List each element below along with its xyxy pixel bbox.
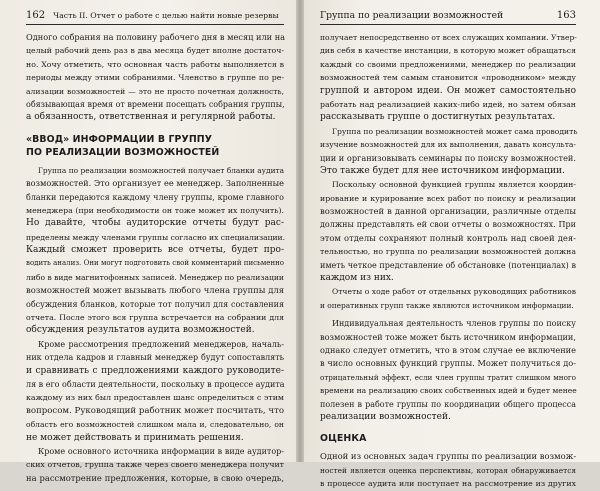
text-line: возможностей тем самым становится «проводником» между: [320, 73, 576, 83]
text-line: обсуждения результатов аудита возможностей.: [26, 325, 255, 336]
text-line: отчета. После этого вся группа встречается на собрании для: [26, 313, 284, 323]
text-line: либо в виде магнитофонных записей. Менеджер по реализации: [26, 272, 284, 282]
text-line: ля в его области деятельности, поскольку в процессе аудита: [26, 379, 285, 389]
text-line: див себя в качестве инстанции, в которую может обращаться: [320, 46, 576, 56]
right-page: [304, 0, 600, 489]
left-paragraph-4: [26, 445, 284, 485]
left-paragraph-1: [26, 31, 284, 125]
text-line: рассказывать группе о достигнутых результатах.: [320, 112, 556, 123]
text-line: водить анализ. Они могут подготовить свой комментарий письменно: [26, 259, 284, 268]
right-paragraph-5: [320, 317, 576, 424]
text-line: ностей является оценка перспективы, которая обнаруживается: [320, 465, 576, 475]
text-line: в процессе аудита или поступает на рассмотрение из других: [320, 479, 576, 489]
text-line: тельностью, но группа по реализации возможностей должна: [320, 247, 576, 257]
text-line: однако следует отметить, что в этом случае ее включение: [320, 344, 576, 355]
text-line: Кроме основного источника информации в виде аудитор-: [38, 446, 284, 456]
text-line: изучение возможностей для их выполнения, давать консульта-: [320, 140, 576, 150]
left-section-heading: [26, 133, 284, 159]
text-line: а обязанность, ответственная и регулярной работы.: [26, 112, 276, 123]
text-line: пределены между членами группы согласно их специализации.: [26, 232, 286, 242]
text-line: каждый со своими предложениями, менеджер по реализации: [320, 59, 576, 69]
right-paragraph-6: [320, 450, 576, 490]
text-line: Но давайте, чтобы аудиторские отчеты будут рас-: [26, 218, 284, 229]
text-line: но. Хочу отметить, что основная часть работы выполняется в: [26, 59, 284, 69]
text-line: Это также будет для нее источником информации.: [320, 165, 565, 176]
right-running-head: [320, 10, 576, 25]
text-line: отрицательный эффект, если член группы тратит слишком много: [320, 372, 576, 382]
text-line: получает непосредственно от всех служащих компании. Утвер-: [320, 33, 577, 42]
right-paragraph-4: [320, 285, 576, 312]
page-number-left: 162: [26, 10, 46, 21]
right-running-title: Группа по реализации возможностей: [320, 10, 504, 21]
text-line: ализации возможностей — это не просто почетная должность,: [26, 86, 284, 96]
text-line: периоды между этими собраниями. Членство в группе по ре-: [26, 73, 284, 83]
text-line: возможностей тоже может быть источником информации,: [320, 331, 576, 342]
book-gutter: [296, 0, 304, 462]
text-line: полезен в работе группы по координации общего процесса: [320, 399, 576, 409]
text-line: Одной из основных задач группы по реализации возмож-: [320, 451, 577, 462]
text-line: ских отчетов, группа также через своего менеджера получит: [26, 460, 284, 470]
heading-line: ПО РЕАЛИЗАЦИИ ВОЗМОЖНОСТЕЙ: [26, 146, 220, 158]
text-line: Каждый сможет проверить все отчеты, будет про-: [26, 245, 284, 256]
text-line: Группа по реализации возможностей может сама проводить: [332, 126, 578, 136]
text-line: на рассмотрение предложения, которые, в свою очередь,: [26, 472, 284, 483]
text-line: ции и организовывать семинары по поиску возможностей.: [320, 152, 576, 163]
text-line: работать над реализацией каких-либо идей, но затем обязан: [320, 99, 576, 109]
text-line: целый рабочий день раз в два месяца будет вполне достаточ-: [26, 46, 284, 56]
text-line: бланки передаются каждому члену группы, кроме главного: [26, 192, 284, 202]
text-line: менеджера (при необходимости он тоже может их получить).: [26, 205, 284, 215]
right-paragraph-3: [320, 178, 576, 285]
text-line: иметь четкое представление об обстановке (потенциалах) в: [320, 260, 576, 270]
page-number-right: 163: [556, 10, 576, 21]
text-line: группой и автором идеи. Он может самостоятельно: [320, 85, 576, 96]
text-line: каждом из них.: [320, 273, 394, 284]
text-line: возможностей может вызывать любого члена группы для: [26, 285, 284, 296]
right-section-heading: ОЦЕНКА: [320, 433, 367, 445]
right-paragraph-1: [320, 31, 576, 125]
right-paragraph-2: [320, 125, 576, 179]
left-paragraph-3: [26, 338, 284, 445]
text-line: Индивидуальная деятельность членов группы по поиску: [332, 319, 576, 329]
text-line: обсуждения бланков, которые тот получил для составления: [26, 299, 284, 309]
left-running-head: [26, 10, 284, 25]
text-line: обязывающая время от времени посещать собрания группы,: [26, 99, 285, 109]
text-line: ирование и курирование всех работ по поиску и реализации: [320, 193, 576, 203]
left-running-title: Часть II. Отчет о работе с целью найти новые резервы: [53, 11, 279, 20]
text-line: реализации возможностей.: [320, 411, 451, 422]
text-line: Отчеты о ходе работ от отдельных руководящих работников: [332, 287, 576, 297]
left-paragraph-2: [26, 164, 284, 338]
text-line: Одного собрания на половину рабочего дня в месяц или на: [26, 32, 286, 42]
text-line: времени на реализацию своих собственных идей и будет менее: [320, 386, 577, 396]
text-line: каждому из них был предоставлен шанс определиться с этим: [26, 393, 284, 403]
text-line: не может действовать и принимать решения.: [26, 432, 244, 443]
text-line: и сравнивать с предложениями каждого руководите-: [26, 365, 284, 376]
text-line: ник отдела кадров и главный менеджер будут сопоставлять: [26, 353, 284, 363]
text-line: область его возможностей слишком мала и, следовательно, он: [26, 420, 284, 430]
text-line: должны представлять ей свои отчеты о возможностях. При: [320, 220, 576, 230]
text-line: и оперативных групп также являются источником информации.: [320, 300, 574, 310]
text-line: вопросом. Руководящий работник может посчитать, что: [26, 405, 284, 416]
text-line: возможностей в данной организации, различные отделы: [320, 206, 576, 217]
heading-line: «ВВОД» ИНФОРМАЦИИ В ГРУППУ: [26, 133, 213, 145]
text-line: в число основных функций группы. Может получиться до-: [320, 358, 576, 369]
text-line: этом отделы сохраняют полный контроль над своей дея-: [320, 232, 576, 243]
text-line: Группа по реализации возможностей получает бланки аудита: [38, 165, 284, 175]
text-line: Поскольку основной функцией группы является координ-: [332, 180, 576, 190]
text-line: возможностей. Это организует ее менеджер. Заполненные: [26, 178, 284, 189]
text-line: Кроме рассмотрения предложений менеджеров, началь-: [38, 339, 284, 349]
left-page: [0, 0, 296, 483]
